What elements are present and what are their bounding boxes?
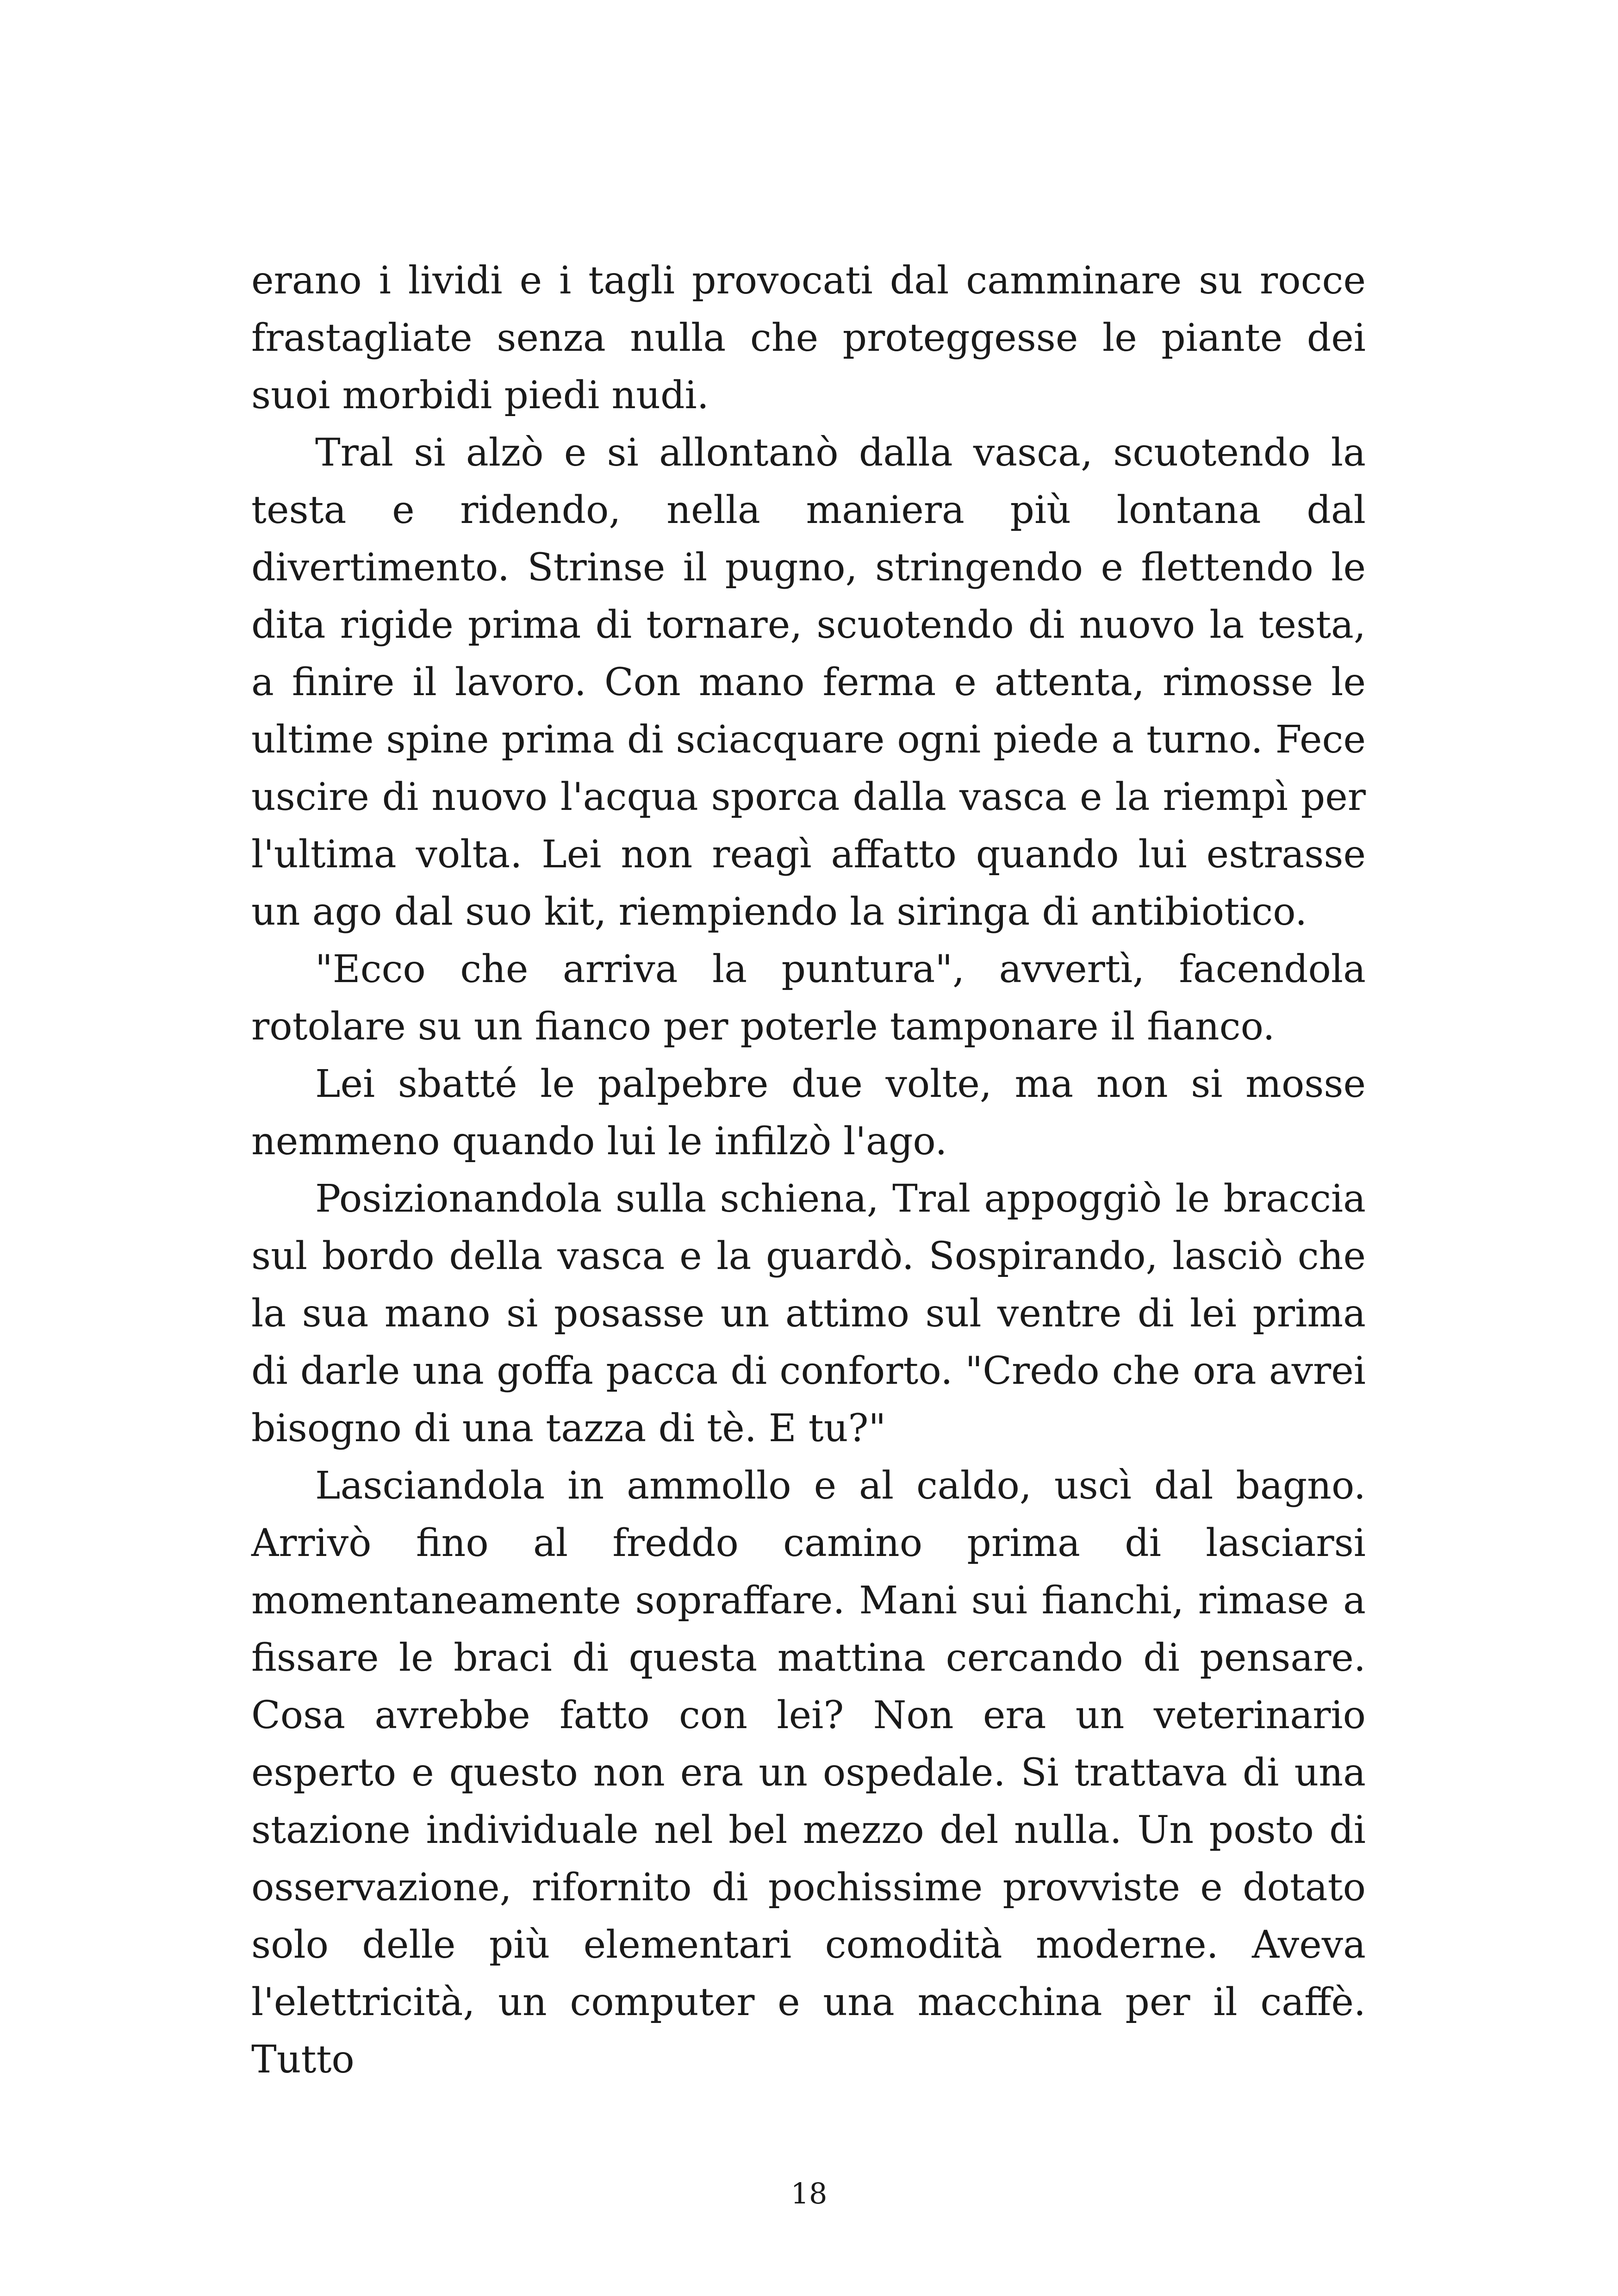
body-text [251, 252, 1366, 2089]
paragraph: Lasciandola in ammollo e al caldo, uscì dal bagno. Arrivò fino al freddo camino prima di lasciarsi momentaneamente sopraffare. Mani sui fianchi, rimase a fissare le braci di questa mattina cercando di pensare. Cosa avrebbe fatto con lei? Non era un veterinario esperto e questo non era un ospedale. Si trattava di una stazione individuale nel bel mezzo del nulla. Un posto di osservazione, rifornito di pochissime provviste e dotato solo delle più elementari comodità moderne. Aveva l'elettricità, un computer e una macchina per il caffè. Tutto [251, 1464, 1366, 2082]
paragraph: "Ecco che arriva la puntura", avvertì, facendola rotolare su un fianco per poterle tamponare il fianco. [251, 947, 1366, 1049]
paragraph: Posizionandola sulla schiena, Tral appoggiò le braccia sul bordo della vasca e la guardò. Sospirando, lasciò che la sua mano si posasse un attimo sul ventre di lei prima di darle una goffa pacca di conforto. "Credo che ora avrei bisogno di una tazza di tè. E tu?" [251, 1177, 1366, 1450]
page-number: 18 [790, 2177, 828, 2210]
paragraph: Lei sbatté le palpebre due volte, ma non si mosse nemmeno quando lui le infilzò l'ago. [251, 1062, 1366, 1164]
paragraph: Tral si alzò e si allontanò dalla vasca, scuotendo la testa e ridendo, nella maniera più lontana dal divertimento. Strinse il pugno, stringendo e flettendo le dita rigide prima di tornare, scuotendo di nuovo la testa, a finire il lavoro. Con mano ferma e attenta, rimosse le ultime spine prima di sciacquare ogni piede a turno. Fece uscire di nuovo l'acqua sporca dalla vasca e la riempì per l'ultima volta. Lei non reagì affatto quando lui estrasse un ago dal suo kit, riempiendo la siringa di antibiotico. [251, 431, 1366, 934]
paragraph-continuation: erano i lividi e i tagli provocati dal camminare su rocce frastagliate senza nulla che proteggesse le piante dei suoi morbidi piedi nudi. [251, 259, 1366, 417]
